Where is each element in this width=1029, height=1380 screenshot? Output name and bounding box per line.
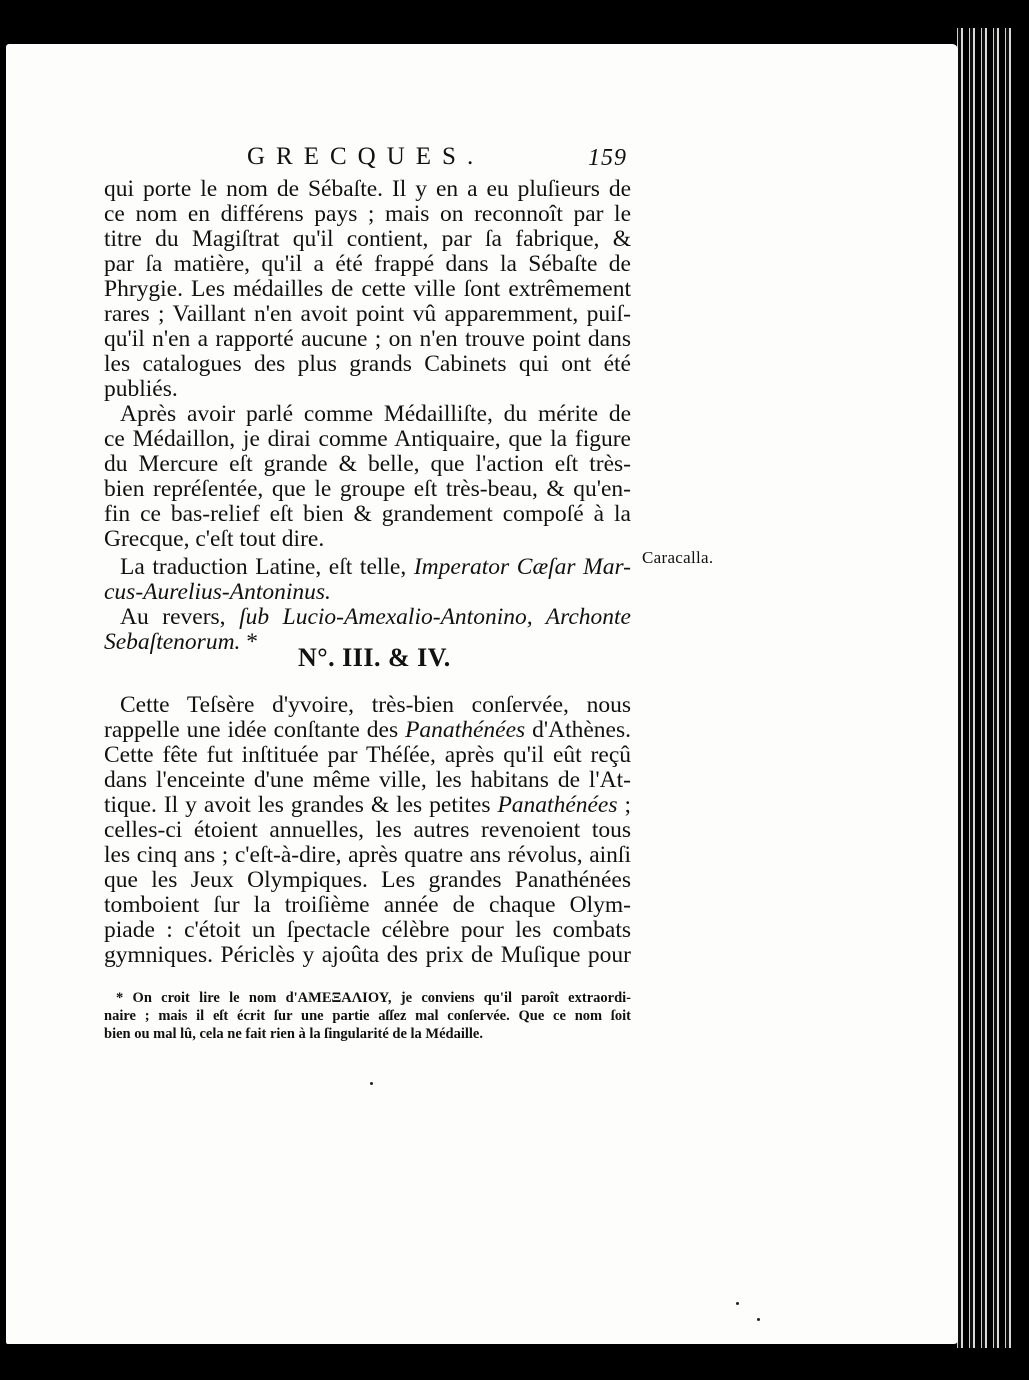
reverse-italic: ſub Lucio-Amexalio-Antonino, Archonte [239,604,631,630]
body2-line: que les Jeux Olympiques. Les grandes Panathénées [104,867,631,893]
translation-italic: Imperator Cæſar Mar- [413,554,631,580]
footnote-line: naire ; mais il eſt écrit ſur une partie aſſez mal conſervée. Que ce nom ſoit [104,1008,631,1024]
body2-line: tique. Il y avoit les grandes & les petites Panathénées ; [104,792,631,818]
body1-line: Phrygie. Les médailles de cette ville ſont extrêmement [104,276,631,302]
body1-line: par ſa matière, qu'il a été frappé dans la Sébaſte de [104,251,631,277]
body1-line: titre du Magiſtrat qu'il contient, par ſa fabrique, & [104,226,631,252]
page-number: 159 [588,145,627,171]
body1-line: Grecque, c'eſt tout dire. [104,526,325,552]
page-edge-strip [955,28,1015,1348]
footnote-line: bien ou mal lû, cela ne fait rien à la ſingularité de la Médaille. [104,1026,483,1042]
section-heading: N°. III. & IV. [298,643,451,672]
body2-line: Cette Teſsère d'yvoire, très-bien conſervée, nous [120,692,631,718]
paper-speck [736,1302,739,1305]
reverse-italic-2: Sebaſtenorum. [104,629,241,655]
body1-line: rares ; Vaillant n'en avoit point vû apparemment, puiſ- [104,301,631,327]
body1-line: ce Médaillon, je dirai comme Antiquaire, que la figure [104,426,631,452]
running-header-title: GRECQUES. [247,143,485,170]
body2-line: piade : c'étoit un ſpectacle célèbre pour les combats [104,917,631,943]
body2-line: Cette fête fut inſtituée par Théſée, après qu'il eût reçû [104,742,631,768]
body2-line: les cinq ans ; c'eſt-à-dire, après quatre ans révolus, ainſi [104,842,631,868]
body1-line: Après avoir parlé comme Médailliſte, du mérite de [120,401,631,427]
paper-speck [370,1082,373,1085]
body2-line: rappelle une idée conſtante des Panathénées d'Athènes. [104,717,631,743]
body1-line: ce nom en différens pays ; mais on reconnoît par le [104,201,631,227]
translation-line-1 [104,555,631,580]
body1-line: fin ce bas-relief eſt bien & grandement compoſé à la [104,501,631,527]
body1-line: du Mercure eſt grande & belle, que l'action eſt très- [104,451,631,477]
body2-line: gymniques. Périclès y ajoûta des prix de Muſique pour [104,942,631,968]
footnote-line: * On croit lire le nom d'ΑΜΕΞΑΛΙΟΥ, je conviens qu'il paroît extraordi- [116,990,631,1006]
paper-speck [757,1318,760,1321]
reverse-line-1 [104,605,631,630]
body2-line: dans l'enceinte d'une même ville, les habitans de l'At- [104,767,631,793]
body1-line: qu'il n'en a rapporté aucune ; on n'en trouve point dans [104,326,631,352]
body2-line: tomboient ſur la troiſième année de chaque Olym- [104,892,631,918]
translation-roman: La traduction Latine, eſt telle, [120,554,414,580]
margin-note: Caracalla. [642,548,714,567]
translation-italic-2: cus-Aurelius-Antoninus. [104,579,331,605]
body1-line: les catalogues des plus grands Cabinets qui ont été [104,351,631,377]
reverse-roman: Au revers, [120,604,240,630]
body2-line: celles-ci étoient annuelles, les autres revenoient tous [104,817,631,843]
body1-line: bien repréſentée, que le groupe eſt très-beau, & qu'en- [104,476,631,502]
footnote-marker: * [240,629,259,655]
translation-line-2 [104,580,631,605]
body1-line: qui porte le nom de Sébaſte. Il y en a eu pluſieurs de [104,176,631,202]
body1-line: publiés. [104,376,178,402]
